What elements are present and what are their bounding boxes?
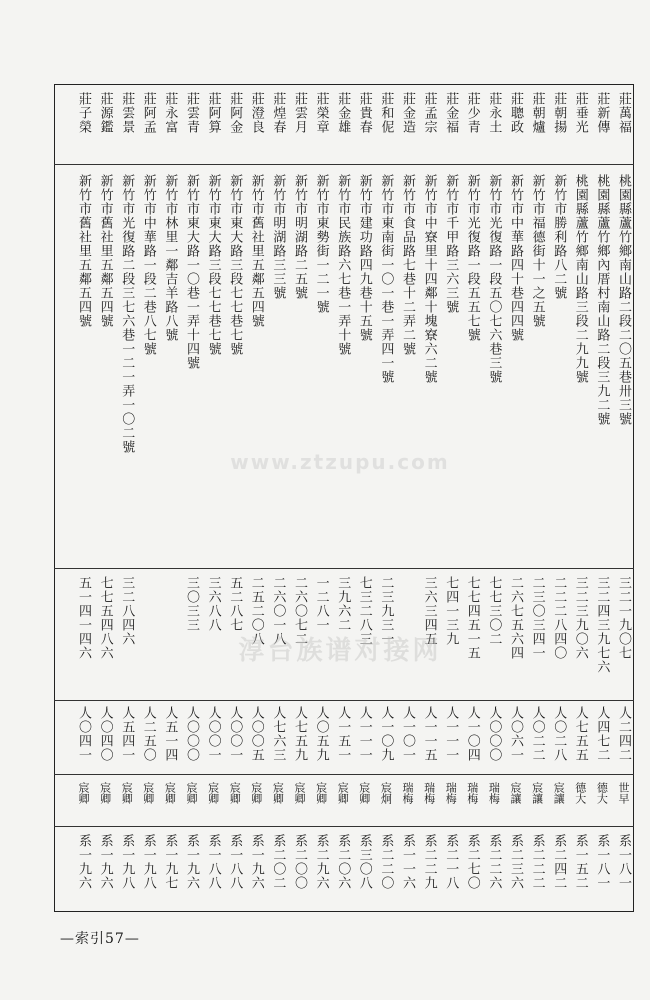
name-cell: 莊榮章: [313, 92, 329, 134]
address-cell: 新竹市東大路一〇巷一弄十四號: [184, 174, 199, 370]
relation-cell: 系三〇八: [356, 834, 372, 890]
relation-cell: 系一九八: [140, 834, 156, 890]
generation-cell: 人七五九: [292, 706, 307, 762]
generation-cell: 人〇六一: [508, 706, 523, 762]
number-cell: 二五二〇八: [248, 576, 264, 646]
relation-cell: 系一九六: [97, 834, 113, 890]
generation-cell: 人〇〇〇: [184, 706, 199, 762]
generation-cell: 人一五一: [335, 706, 351, 762]
address-cell: 新竹市光復路一段五〇七六巷三號: [486, 174, 502, 384]
kind-cell: 宸卿: [271, 782, 285, 804]
watermark-text: 淳台族谱对接网: [238, 636, 442, 666]
number-cell: 二六七五六四: [508, 576, 523, 660]
address-cell: 桃園縣蘆竹鄉內厝村南山路二段三九二號: [594, 174, 610, 426]
generation-cell: 人一〇四: [464, 706, 480, 762]
number-cell: 三六八八: [205, 576, 221, 632]
address-cell: 新竹市舊社里五鄰五四號: [97, 174, 113, 328]
number-cell: 三二一九〇七: [616, 576, 631, 660]
generation-cell: 人〇〇五: [248, 706, 264, 762]
name-cell: 莊貴春: [356, 92, 372, 134]
relation-cell: 系一八八: [205, 834, 221, 890]
name-cell: 莊阿算: [205, 92, 221, 134]
kind-cell: 宸卿: [314, 782, 328, 804]
name-cell: 莊和伲: [378, 92, 394, 134]
generation-cell: 人四七二: [594, 706, 610, 762]
generation-cell: 人〇四一: [76, 706, 91, 762]
name-cell: 莊朝揚: [551, 92, 567, 134]
generation-cell: 人〇四〇: [97, 706, 113, 762]
kind-cell: 宸卿: [249, 782, 263, 804]
address-cell: 新竹市東大路三段七七巷七號: [205, 174, 221, 356]
relation-cell: 系一九六: [248, 834, 264, 890]
generation-cell: 人〇〇一: [227, 706, 243, 762]
address-cell: 新竹市林里一鄰吉羊路八號: [162, 174, 178, 342]
kind-cell: 世早: [617, 782, 630, 804]
kind-cell: 宸讓: [530, 782, 544, 804]
number-cell: 二三九三一: [378, 576, 394, 646]
kind-cell: 宸卿: [141, 782, 155, 804]
name-cell: 莊煌春: [270, 92, 286, 134]
relation-cell: 系一九七: [162, 834, 178, 890]
kind-cell: 宸卿: [293, 782, 306, 804]
generation-cell: 人二五〇: [140, 706, 156, 762]
relation-cell: 系一八八: [227, 834, 243, 890]
kind-cell: 宸卿: [163, 782, 177, 804]
name-cell: 莊子榮: [76, 92, 91, 134]
generation-cell: 人五四一: [119, 706, 135, 762]
relation-cell: 系二七〇: [464, 834, 480, 890]
name-cell: 莊永土: [486, 92, 502, 134]
address-cell: 新竹市勝利路八二號: [551, 174, 567, 300]
address-cell: 新竹市中寮里十四鄰十塊寮六二號: [421, 174, 437, 384]
kind-cell: 宸卿: [206, 782, 220, 804]
generation-cell: 人一一一: [356, 706, 372, 762]
relation-cell: 系一九六: [184, 834, 199, 890]
name-cell: 莊少青: [464, 92, 480, 134]
kind-cell: 瑞梅: [465, 782, 479, 804]
kind-cell: 宸卿: [336, 782, 350, 804]
kind-cell: 宸卿: [185, 782, 198, 804]
address-cell: 新竹市東勢街一二一號: [313, 174, 329, 314]
address-cell: 新竹市明湖路三三號: [270, 174, 286, 300]
address-cell: 新竹市舊社里五鄰五四號: [248, 174, 264, 328]
name-cell: 莊阿金: [227, 92, 243, 134]
number-cell: 三二四三九七六: [594, 576, 610, 674]
generation-cell: 人〇五九: [313, 706, 329, 762]
relation-cell: 系二二六: [486, 834, 502, 890]
number-cell: 三二三九〇六: [572, 576, 588, 660]
relation-cell: 系二一八: [443, 834, 459, 890]
generation-cell: 人二四二: [616, 706, 631, 762]
number-cell: 二六〇七二: [292, 576, 307, 646]
relation-cell: 系二〇二: [270, 834, 286, 890]
name-cell: 莊金造: [400, 92, 415, 134]
relation-cell: 系一五二: [572, 834, 588, 890]
relation-cell: 系二三六: [508, 834, 523, 890]
kind-cell: 宸卿: [98, 782, 112, 804]
address-cell: 桃園縣蘆竹鄉南山路三段二九九號: [572, 174, 588, 384]
relation-cell: 系二四二: [551, 834, 567, 890]
relation-cell: 系二二二: [529, 834, 545, 890]
name-cell: 莊雲景: [119, 92, 135, 134]
number-cell: 七四一三九: [443, 576, 459, 646]
number-cell: 五二八七: [227, 576, 243, 632]
number-cell: 三二八四六: [119, 576, 135, 646]
kind-cell: 宸卿: [357, 782, 371, 804]
name-cell: 莊金福: [443, 92, 459, 134]
name-cell: 莊新傳: [594, 92, 610, 134]
generation-cell: 人〇〇〇: [486, 706, 502, 762]
relation-cell: 系一九八: [119, 834, 135, 890]
number-cell: 二三〇三四一: [529, 576, 545, 660]
divider-address-number: [54, 568, 634, 569]
name-cell: 莊垂光: [572, 92, 588, 134]
number-cell: 三六三四五: [421, 576, 437, 646]
divider-generation-kind: [54, 774, 634, 775]
generation-cell: 人一〇九: [378, 706, 394, 762]
generation-cell: 人五一四: [162, 706, 178, 762]
name-cell: 莊永富: [162, 92, 178, 134]
kind-cell: 宸卿: [77, 782, 90, 804]
page-footer: —索引57—: [60, 931, 140, 947]
number-cell: 五一四一四六: [76, 576, 91, 660]
name-cell: 莊雲青: [184, 92, 199, 134]
number-cell: 三九六二: [335, 576, 351, 632]
name-cell: 莊朝爐: [529, 92, 545, 134]
kind-cell: 宸讓: [552, 782, 566, 804]
divider-name-address: [54, 164, 634, 165]
divider-number-generation: [54, 700, 634, 701]
generation-cell: 人〇二二: [529, 706, 545, 762]
kind-cell: 德大: [595, 782, 609, 804]
address-cell: 新竹市民族路六七巷一弄十號: [335, 174, 351, 356]
number-cell: 三〇三三: [184, 576, 199, 632]
name-cell: 莊雲月: [292, 92, 307, 134]
name-cell: 莊源鑑: [97, 92, 113, 134]
generation-cell: 人一〇一: [400, 706, 415, 762]
address-cell: 新竹市福德街十一之五號: [529, 174, 545, 328]
address-cell: 新竹市舊社里五鄰五四號: [76, 174, 91, 328]
number-cell: 二二二八四〇: [551, 576, 567, 660]
relation-cell: 系二二九: [421, 834, 437, 890]
name-cell: 莊阿孟: [140, 92, 156, 134]
kind-cell: 宸炯: [379, 782, 393, 804]
kind-cell: 宸讓: [509, 782, 522, 804]
address-cell: 新竹市東大路三段七七巷七號: [227, 174, 243, 356]
relation-cell: 系二二〇: [378, 834, 394, 890]
name-cell: 莊金雄: [335, 92, 351, 134]
kind-cell: 瑞梅: [487, 782, 501, 804]
address-cell: 新竹市東南街一〇一巷一弄四一號: [378, 174, 394, 384]
generation-cell: 人一一五: [421, 706, 437, 762]
kind-cell: 宸卿: [228, 782, 242, 804]
number-cell: 二六〇一八: [270, 576, 286, 646]
generation-cell: 人七六三: [270, 706, 286, 762]
number-cell: 一二八一: [313, 576, 329, 632]
watermark-url: www.ztzupu.com: [230, 450, 450, 474]
address-cell: 新竹市食品路七巷十二弄二號: [400, 174, 415, 356]
generation-cell: 人〇〇一: [205, 706, 221, 762]
generation-cell: 人七五五: [572, 706, 588, 762]
address-cell: 新竹市中華路四十巷四四號: [508, 174, 523, 342]
kind-cell: 瑞梅: [444, 782, 458, 804]
relation-cell: 系一九六: [76, 834, 91, 890]
address-cell: 新竹市光復路二段三七六巷一二一弄一〇二號: [119, 174, 135, 454]
divider-kind-relation: [54, 826, 634, 827]
address-cell: 新竹市光復路一段五五七號: [464, 174, 480, 342]
address-cell: 桃園縣蘆竹鄉南山路二段二〇五巷卅三號: [616, 174, 631, 426]
number-cell: 七七五四八六: [97, 576, 113, 660]
relation-cell: 系二〇〇: [292, 834, 307, 890]
relation-cell: 系一八一: [616, 834, 631, 890]
kind-cell: 瑞梅: [401, 782, 414, 804]
relation-cell: 系一八一: [594, 834, 610, 890]
number-cell: 七三二八三: [356, 576, 372, 646]
kind-cell: 瑞梅: [422, 782, 436, 804]
address-cell: 新竹市建功路四九巷十五號: [356, 174, 372, 342]
address-cell: 新竹市中華路一段二巷八七號: [140, 174, 156, 356]
relation-cell: 系一一六: [400, 834, 415, 890]
name-cell: 莊孟宗: [421, 92, 437, 134]
kind-cell: 宸卿: [120, 782, 134, 804]
generation-cell: 人〇二八: [551, 706, 567, 762]
address-cell: 新竹市千甲路三六三號: [443, 174, 459, 314]
generation-cell: 人一一一: [443, 706, 459, 762]
number-cell: 七七三〇二: [486, 576, 502, 646]
name-cell: 莊澄良: [248, 92, 264, 134]
address-cell: 新竹市明湖路二五號: [292, 174, 307, 300]
kind-cell: 德大: [573, 782, 587, 804]
relation-cell: 系二九六: [313, 834, 329, 890]
name-cell: 莊萬福: [616, 92, 631, 134]
name-cell: 莊聰政: [508, 92, 523, 134]
relation-cell: 系二〇六: [335, 834, 351, 890]
number-cell: 七七四五一五: [464, 576, 480, 660]
